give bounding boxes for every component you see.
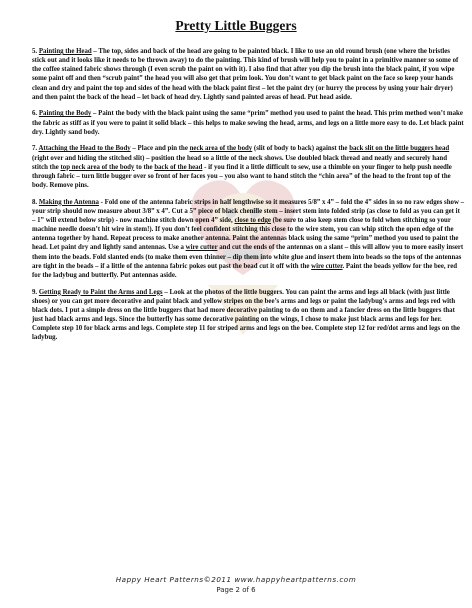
step-number: 5. [32, 48, 39, 55]
step-heading: Making the Antenna [38, 198, 99, 206]
step-number: 8. [32, 198, 39, 206]
step-number: 9. [32, 288, 39, 296]
step-heading: Painting the Head [38, 48, 92, 55]
instruction-step [32, 144, 464, 190]
underlined-text: wire cutter [185, 244, 218, 252]
step-text: and cut the ends of the antennas on a slant – this will allow you to more easily insert them into the beads. Fold slanted ends (to make them even thinner – dip them into white glue and insert them into beads so the tops of the antennas are tight in the beads – if a little of the antenna fabric pokes out past the bead cut it off with the [32, 244, 464, 270]
step-text: - if you find it a little difficult to sew, use a thimble on your finger to help push needle through fabric – turn little bugger over so front of her faces you – you also want to hand stitch the “chin area” of the head to the front top of the body. Remove pins. [32, 163, 452, 190]
step-text: to the [134, 163, 155, 171]
step-text: – Look at the photos of the little buggers. You can paint the arms and legs all black (with just little shoes) or you can get more decorative and paint black and yellow stripes on the bee’s arms and legs or paint the ladybug’s arms and legs red with black dots. I put a simple dress on the little buggers that had more decorative painting to do on them and a fancier dress on the little buggers that just had black arms and legs. Since the butterfly has some decorative painting on the wings, I chose to make just black arms and legs for her. Complete step 10 for black arms and legs. Complete step 11 for striped arms and legs on the bee. Complete step 12 for red/dot arms and legs on the ladybug. [32, 288, 460, 342]
step-heading: Painting the Body [38, 110, 92, 118]
instruction-step [32, 109, 464, 136]
instruction-step [32, 47, 464, 102]
step-text: (be sure to also keep stem close to fold when stitching so your machine needle doesn’t hit wire in stem!). If you don’t feel confident stitching this close to the wire stem, you can whip stitch the open edge of the antenna together by hand. Repeat process to make another antenna. Paint the antennas black using the same “prim” method you used to paint the head. Let paint dry and lightly sand antennas. Use a [32, 217, 459, 252]
step-text: – Place and pin the [130, 145, 190, 153]
instruction-step [32, 198, 464, 280]
page-number: Page 2 of 6 [216, 586, 256, 594]
underlined-text: wire cutter [311, 262, 343, 270]
step-text: – Paint the body with the black paint using the same “prim” method you used to paint the head. This prim method won’t make the fabric as stiff as if you were to paint it solid black – this helps to make sewing the head, arms, and legs on a little more easy to do. Let black paint dry. Lightly sand body. [32, 110, 464, 136]
underlined-text: back slit on the little buggers head [349, 145, 450, 153]
underlined-text: close to edge [234, 217, 271, 224]
underlined-text: back of the head [154, 163, 203, 171]
underlined-text: top neck area of the body [60, 163, 135, 171]
step-text: (right over and hiding the stitched slit) – position the head so a little of the neck shows. Use doubled black thread and neatly and securely hand stitch the [32, 154, 448, 171]
instructions-body [32, 47, 464, 350]
step-heading: Attaching the Head to the Body [38, 145, 131, 153]
step-heading: Getting Ready to Paint the Arms and Legs [38, 288, 163, 296]
underlined-text: neck area of the body [189, 145, 253, 153]
step-text: - Fold one of the antenna fabric strips in half lengthwise so it measures 5/8” x 4” – fold the 4” sides in so no raw edges show – your strip should now measure about 3/8” x 4”. Cut a 5” piece of black chenille stem – insert stem into folded strip (as close to fold as you can get it – 1” will extend below strip) - now machine stitch down open 4” side, [32, 198, 465, 224]
footer-brand: Happy Heart Patterns©2011 www.happyheartpatterns.com [115, 575, 357, 584]
page-title: Pretty Little Buggers [175, 18, 297, 33]
step-text: . Paint the beads yellow for the bee, red for the ladybug and butterfly. Put antennas aside. [32, 262, 458, 279]
step-text: (slit of body to back) against the [252, 145, 350, 153]
step-number: 6. [32, 110, 39, 118]
step-text: – The top, sides and back of the head are going to be painted black. I like to use an old round brush (one where the bristles stick out and it looks like it needs to be thrown away) to do the painting. This kind of brush will help you to paint in a primitive manner so some of the coffee stained fabric shows through (I even scrub the paint on with it). I also find that after you dip the brush into the black paint, if you wipe some paint off and then “scrub paint” the head you will also get that prim look. You don’t want to get black paint on the face so keep your hands clean and dry and paint the top and sides of the head with the black paint first – let the paint dry (or hurry the process by using your hair dryer) and then paint the back of the head – let back of head dry. Lightly sand painted areas of head. Put head aside. [32, 48, 459, 101]
instruction-step [32, 288, 464, 343]
step-number: 7. [32, 145, 39, 153]
